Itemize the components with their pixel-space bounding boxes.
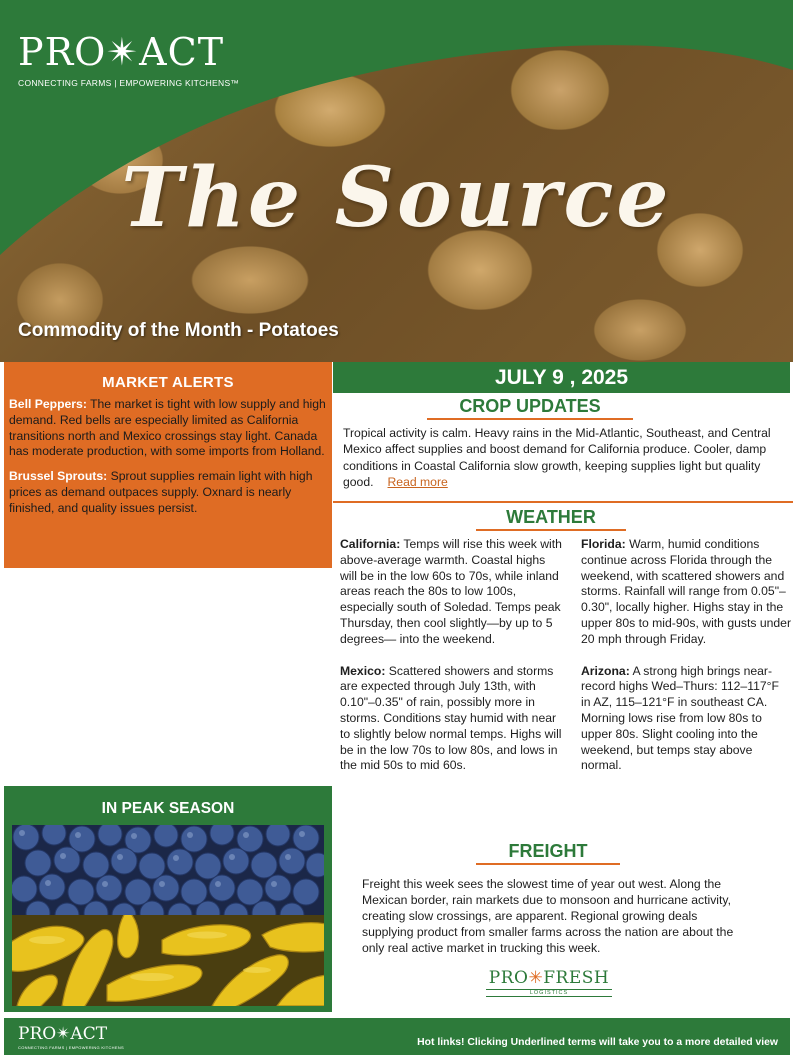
weather-heading-text: WEATHER xyxy=(506,507,596,527)
blueberries-illustration xyxy=(12,825,324,915)
alert-text: The market is tight with low supply and high demand. Red bells are especially limited as California transitions north and Mexico crossings stay light. Canada has moderate production, with some imports from Holland. xyxy=(9,397,326,459)
read-more-link[interactable]: Read more xyxy=(387,474,448,489)
alert-item xyxy=(4,397,332,460)
heading-underline xyxy=(427,418,633,420)
newsletter-title: The Source xyxy=(121,150,672,246)
weather-region-california xyxy=(340,537,562,648)
market-alerts-heading: MARKET ALERTS xyxy=(102,374,234,391)
freight-heading-text: FREIGHT xyxy=(508,841,588,861)
region-text: Scattered showers and storms are expected through July 13th, with 0.10"–0.35" of rain, possibly more in storms. Conditions stay humid with near to slightly below normal temps. Highs will be in the low 70s to low 80s, and lows in the mid 50s to mid 60s. xyxy=(340,663,562,773)
footer-logo: PRO✴ACT xyxy=(18,1024,108,1044)
peak-season-panel xyxy=(4,786,332,1012)
profresh-logo xyxy=(486,968,612,1000)
region-lead: Mexico: xyxy=(340,663,386,678)
profresh-name-left: PRO xyxy=(488,968,529,988)
alert-lead: Brussel Sprouts: xyxy=(9,469,108,484)
crop-updates-heading-text: CROP UPDATES xyxy=(459,396,601,416)
weather-region-florida xyxy=(581,537,791,648)
heading-underline xyxy=(476,863,620,865)
blueberries-image xyxy=(12,825,324,915)
peak-season-heading: IN PEAK SEASON xyxy=(101,800,235,817)
region-text: Temps will rise this week with above-average warmth. Coastal highs will be in the low 60s to 70s, while inland areas reach the 80s to low 100s, especially south of Soledad. Temps peak Thursday, then cool slightly—by up to 5 degrees— into the weekend. xyxy=(340,537,562,646)
yellow-squash-image xyxy=(12,915,324,1006)
alert-lead: Bell Peppers: xyxy=(9,397,87,411)
profresh-name-right: FRESH xyxy=(543,968,610,988)
logo-wordmark: PRO✴ACT xyxy=(18,30,225,74)
weather-divider xyxy=(333,501,793,503)
crop-updates-text xyxy=(343,425,773,490)
squash-illustration xyxy=(12,915,324,1006)
commodity-of-month: Commodity of the Month - Potatoes xyxy=(18,320,339,341)
region-lead: Arizona: xyxy=(581,663,630,678)
profresh-wordmark xyxy=(486,968,612,988)
logo-tagline: CONNECTING FARMS | EMPOWERING KITCHENS™ xyxy=(18,78,240,88)
profresh-star-icon: ✳ xyxy=(528,968,544,988)
weather-column-left xyxy=(340,537,562,774)
weather-column-right xyxy=(581,537,791,774)
crop-updates-body: Tropical activity is calm. Heavy rains in the Mid-Atlantic, Southeast, and Central Mexico affect supplies and boost demand for California produce. Cooler, damp conditions in Coastal California slow growth, keeping supplies light but quality good. xyxy=(343,426,771,489)
proact-logo xyxy=(18,30,239,88)
region-lead: Florida: xyxy=(581,537,626,551)
hero-banner xyxy=(0,0,793,362)
region-text: Warm, humid conditions continue across Florida through the weekend, with scattered showers and storms. Rainfall will range from 0.05"–0.30", locally higher. Highs stay in the upper 80s to mid-90s, with gusts under 20 mph through Friday. xyxy=(581,537,792,646)
profresh-subtitle: LOGISTICS xyxy=(486,989,612,997)
weather-region-arizona xyxy=(581,664,791,775)
hot-links-note: Hot links! Clicking Underlined terms will take you to a more detailed view xyxy=(417,1037,778,1048)
weather-heading xyxy=(476,507,626,531)
market-alerts-panel xyxy=(4,362,332,568)
crop-updates-heading xyxy=(427,396,633,420)
region-lead: California: xyxy=(340,537,401,551)
footer-bar xyxy=(4,1018,790,1055)
heading-underline xyxy=(476,529,626,531)
alert-item xyxy=(4,469,332,516)
issue-date: JULY 9 , 2025 xyxy=(333,362,790,393)
weather-region-mexico xyxy=(340,664,562,775)
region-text: A strong high brings near-record highs Wed–Thurs: 112–117°F in AZ, 115–121°F in southeast CA. Morning lows rise from low 80s to upper 80s. Slight cooling into the weekend, but temps stay above normal. xyxy=(581,663,779,773)
footer-tagline: CONNECTING FARMS | EMPOWERING KITCHENS xyxy=(18,1045,124,1050)
freight-heading xyxy=(476,841,620,865)
alert-text: Sprout supplies remain light with high prices as demand outpaces supply. Oxnard is nearly finished, and quality issues persist. xyxy=(9,469,313,515)
freight-text: Freight this week sees the slowest time of year out west. Along the Mexican border, rain markets due to monsoon and hurricane activity, creating slow crossings, are apparent. Regional growing deals supplying product from smaller farms across the nation are about the only real active market in trucking this week. xyxy=(362,877,734,956)
